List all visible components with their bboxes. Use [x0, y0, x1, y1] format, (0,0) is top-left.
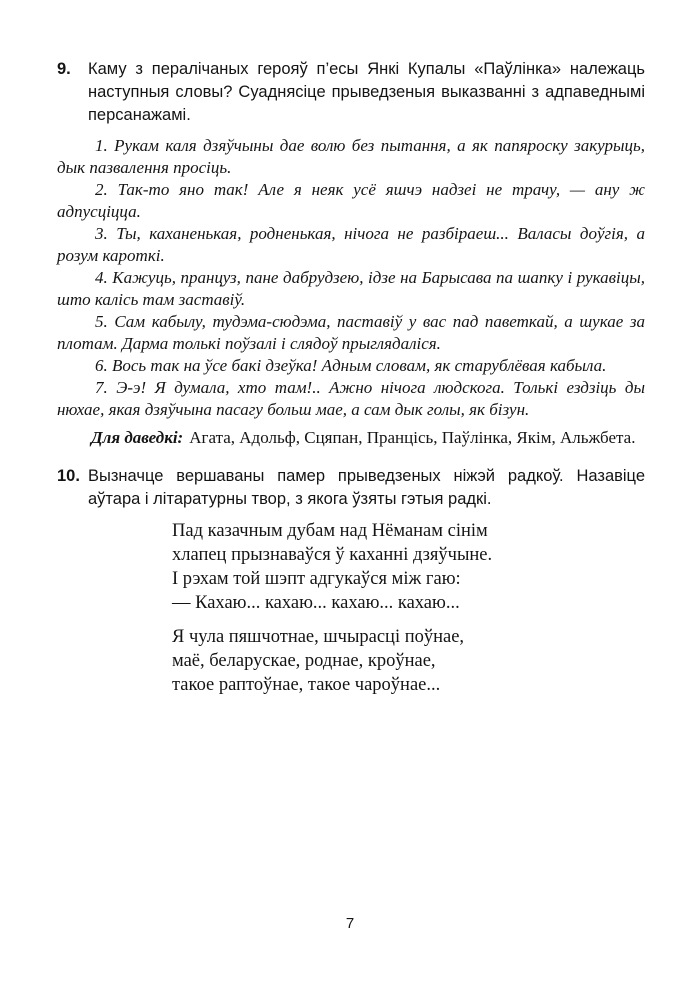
- quote-1: 1. Рукам каля дзяўчыны дае волю без пытання, а як папяроску закурыць, дык пазвалення просіць.: [57, 136, 645, 177]
- question-10-header: [57, 465, 645, 511]
- poem-line: Я чула пяшчотнае, шчырасці поўнае,: [172, 627, 465, 647]
- question-9-number: 9.: [57, 60, 71, 78]
- poem-line: І рэхам той шэпт адгукаўся між гаю:: [172, 569, 461, 589]
- stanza-gap: [172, 615, 645, 625]
- question-9-quotes: [57, 135, 645, 421]
- poem-line: хлапец прызнаваўся ў каханні дзяўчыне.: [172, 545, 493, 565]
- quote-3: 3. Ты, каханенькая, родненькая, нічога не разбіраеш... Валасы доўгія, а розум кароткі.: [57, 224, 645, 265]
- poem-line: — Кахаю... кахаю... кахаю... кахаю...: [172, 593, 460, 613]
- poem-excerpt: [172, 519, 645, 697]
- question-9-header: [57, 58, 645, 127]
- poem-line: Пад казачным дубам над Нёманам сінім: [172, 521, 488, 541]
- question-10-number: 10.: [57, 467, 80, 485]
- quote-7: 7. Э-э! Я думала, хто там!.. Ажно нічога людскога. Толькі ездзіць ды нюхае, якая дзяўчына пасагу больш мае, а сам дык голы, як бізун.: [57, 378, 645, 419]
- question-9-prompt: Каму з пералічаных герояў п’есы Янкі Купалы «Паўлінка» належаць наступныя словы? Суаднясіце прыведзеныя выказванні з адпаведнымі персанажамі.: [88, 60, 645, 124]
- reference-line: [57, 426, 645, 449]
- quote-2: 2. Так-то яно так! Але я неяк усё яшчэ надзеі не трачу, — ану ж адпусціцца.: [57, 180, 645, 221]
- quote-6: 6. Вось так на ўсе бакі дзеўка! Адным словам, як старублёвая кабыла.: [95, 356, 607, 375]
- reference-label: Для даведкі:: [91, 428, 184, 447]
- quote-4: 4. Кажуць, пранцуз, пане дабрудзею, ідзе на Барысава па шапку і рукавіцы, што калісь там заставіў.: [57, 268, 645, 309]
- quote-5: 5. Сам кабылу, тудэма-сюдэма, паставіў у вас пад паветкай, а шукае за плотам. Дарма толькі поўзалі і слядоў прыглядаліся.: [57, 312, 645, 353]
- page-number: 7: [345, 915, 355, 932]
- question-9: [57, 58, 645, 449]
- question-10: [57, 465, 645, 697]
- poem-line: маё, беларускае, роднае, кроўнае,: [172, 651, 436, 671]
- poem-line: такое раптоўнае, такое чароўнае...: [172, 675, 441, 695]
- reference-names: Агата, Адольф, Сцяпан, Пранцісь, Паўлінка, Якім, Альжбета.: [189, 428, 636, 447]
- question-10-prompt: Вызначце вершаваны памер прыведзеных ніжэй радкоў. Назавіце аўтара і літаратурны твор, з якога ўзяты гэтыя радкі.: [88, 467, 645, 508]
